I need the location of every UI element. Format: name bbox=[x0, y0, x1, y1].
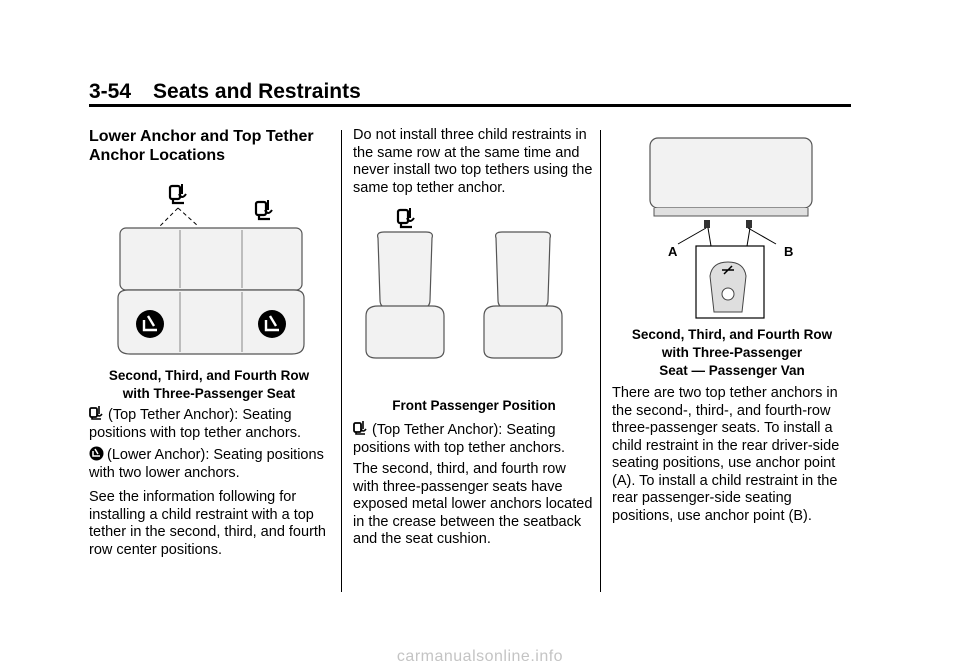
tether-anchor-bracket bbox=[710, 262, 746, 312]
top-tether-anchor-icon bbox=[398, 208, 414, 227]
section-title: Seats and Restraints bbox=[153, 80, 361, 103]
figure-caption-passenger-van bbox=[614, 326, 850, 380]
caption-line: Second, Third, and Fourth Row bbox=[631, 327, 833, 342]
tether-note bbox=[89, 405, 335, 442]
top-tether-anchor-icon bbox=[353, 420, 369, 436]
front-passenger-seats-figure bbox=[360, 200, 580, 362]
lower-anchor-note bbox=[89, 446, 335, 482]
lower-anchor-icon bbox=[89, 446, 104, 461]
caption-line: Seat — Passenger Van bbox=[659, 363, 805, 378]
tether-note-text: (Top Tether Anchor): Seating positions with top tether anchors. bbox=[89, 407, 301, 441]
body-paragraph: The second, third, and fourth row with three-passenger seats have exposed metal lower anchors located in the crease between the seatback and the seat cushion. bbox=[353, 461, 593, 547]
watermark: carmanualsonline.info bbox=[396, 648, 564, 665]
right-seat bbox=[484, 232, 562, 358]
section-heading: Lower Anchor and Top Tether Anchor Locations bbox=[89, 128, 314, 164]
tether-note-text: (Top Tether Anchor): Seating positions with top tether anchors. bbox=[353, 422, 565, 456]
rear-bench-seat-figure bbox=[116, 176, 306, 356]
figure-caption-rear-seat bbox=[89, 367, 329, 403]
anchor-label-a: A bbox=[668, 244, 678, 259]
left-seat bbox=[366, 232, 444, 358]
top-tether-anchor-icon bbox=[89, 405, 105, 421]
body-paragraph-van: There are two top tether anchors in the second-, third-, and fourth-row three-passenger seats. To install a child restraint in the rear driver-side seating positions, use anchor point (A). To install a child restraint in the rear passenger-side seating positions, use anchor point (B). bbox=[612, 385, 840, 524]
passenger-van-seat-figure bbox=[648, 136, 818, 320]
figure-caption-front-passenger: Front Passenger Position bbox=[392, 398, 556, 413]
page-number: 3-54 bbox=[89, 80, 132, 103]
header-rule bbox=[89, 104, 851, 107]
caption-line: with Three-Passenger bbox=[661, 345, 803, 360]
page-header bbox=[89, 80, 361, 104]
caption-line: Second, Third, and Fourth Row bbox=[108, 368, 310, 383]
column-divider-1 bbox=[341, 130, 342, 592]
anchor-label-b: B bbox=[784, 244, 794, 259]
intro-paragraph: Do not install three child restraints in the same row at the same time and never install two top tethers using the same top tether anchor. bbox=[353, 127, 593, 196]
lower-note-text: (Lower Anchor): Seating positions with two lower anchors. bbox=[89, 447, 324, 481]
tether-note-2 bbox=[353, 420, 595, 457]
lower-anchor-icon bbox=[136, 310, 164, 338]
caption-line: with Three-Passenger Seat bbox=[122, 386, 296, 401]
top-tether-anchor-icon bbox=[256, 200, 272, 219]
column-divider-2 bbox=[600, 130, 601, 592]
top-tether-anchor-icon bbox=[170, 184, 186, 203]
info-paragraph: See the information following for installing a child restraint with a top tether in the second, third, and fourth row center positions. bbox=[89, 489, 326, 558]
lower-anchor-icon bbox=[258, 310, 286, 338]
